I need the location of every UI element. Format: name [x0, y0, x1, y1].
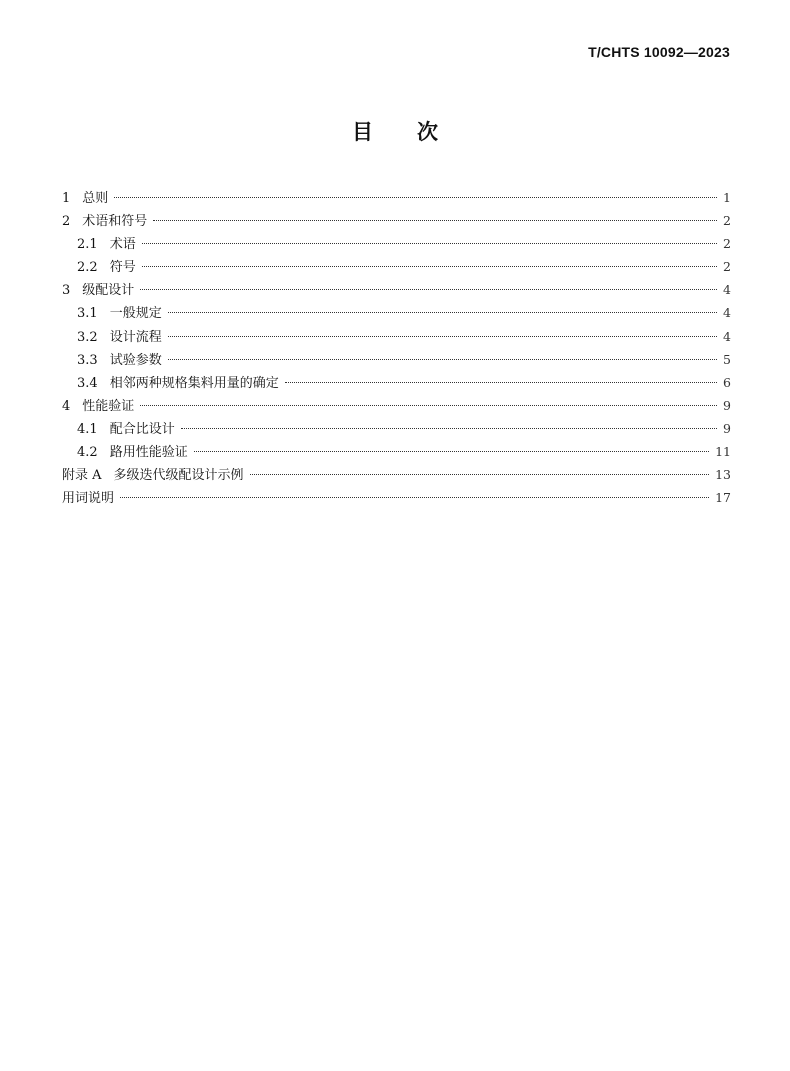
toc-entry-label: 符号 — [109, 260, 136, 276]
toc-entry-page: 4 — [723, 305, 731, 321]
dot-leader — [168, 312, 717, 313]
dot-leader — [250, 474, 710, 475]
toc-entry-label: 用词说明 — [62, 491, 115, 507]
toc-entry-page: 2 — [723, 236, 731, 252]
toc-entry-number: 3.1 — [77, 306, 98, 322]
toc-entry[interactable] — [62, 232, 731, 255]
toc-entry[interactable] — [62, 371, 731, 394]
dot-leader — [114, 197, 717, 198]
toc-entry[interactable] — [62, 325, 731, 348]
dot-leader — [142, 243, 717, 244]
toc-entry-page: 17 — [715, 490, 731, 506]
toc-entry-page: 4 — [723, 282, 731, 298]
toc-entry-page: 1 — [723, 190, 731, 205]
table-of-contents — [62, 186, 731, 509]
toc-entry-page: 4 — [723, 328, 731, 344]
toc-entry-label: 试验参数 — [109, 352, 162, 368]
dot-leader — [140, 405, 717, 406]
toc-entry[interactable] — [62, 417, 731, 440]
toc-entry-label: 术语和符号 — [82, 214, 148, 230]
toc-entry-label: 总则 — [82, 191, 109, 206]
toc-entry[interactable] — [62, 486, 731, 509]
toc-entry[interactable] — [62, 186, 731, 209]
toc-entry[interactable] — [62, 278, 731, 301]
toc-entry-page: 13 — [715, 467, 731, 483]
toc-entry-number: 4.1 — [77, 421, 98, 437]
toc-entry-label: 一般规定 — [109, 306, 162, 322]
dot-leader — [285, 382, 717, 383]
toc-entry-label: 级配设计 — [82, 283, 135, 299]
dot-leader — [140, 289, 717, 290]
toc-entry-label: 设计流程 — [109, 329, 162, 345]
toc-entry-page: 2 — [723, 259, 731, 275]
dot-leader — [142, 266, 717, 267]
toc-entry[interactable] — [62, 348, 731, 371]
toc-entry-number: 3.3 — [77, 352, 98, 368]
toc-entry[interactable] — [62, 394, 731, 417]
toc-entry-number: 2.2 — [77, 260, 98, 276]
dot-leader — [168, 359, 717, 360]
toc-entry[interactable] — [62, 209, 731, 232]
dot-leader — [120, 497, 709, 498]
toc-entry-number: 附录 A — [62, 468, 102, 484]
toc-entry[interactable] — [62, 463, 731, 486]
page-title: 目次 — [352, 120, 482, 144]
standard-code: T/CHTS 10092—2023 — [588, 44, 730, 60]
toc-entry-number: 4.2 — [77, 445, 98, 461]
toc-entry[interactable] — [62, 440, 731, 463]
toc-entry-label: 术语 — [109, 237, 136, 253]
toc-entry-number: 4 — [62, 398, 71, 414]
toc-entry-number: 2 — [62, 214, 71, 230]
toc-entry-number: 3.2 — [77, 329, 98, 345]
toc-entry-page: 11 — [715, 444, 731, 460]
toc-entry-number: 3.4 — [77, 375, 98, 391]
dot-leader — [181, 428, 717, 429]
toc-entry[interactable] — [62, 301, 731, 324]
toc-entry-label: 路用性能验证 — [109, 445, 188, 461]
toc-entry[interactable] — [62, 255, 731, 278]
toc-entry-page: 2 — [723, 213, 731, 229]
toc-entry-label: 相邻两种规格集料用量的确定 — [109, 375, 279, 391]
toc-entry-page: 5 — [723, 351, 731, 367]
dot-leader — [168, 336, 717, 337]
toc-entry-label: 多级迭代级配设计示例 — [113, 468, 244, 484]
toc-entry-page: 9 — [723, 420, 731, 436]
toc-entry-page: 6 — [723, 374, 731, 390]
toc-entry-number: 2.1 — [77, 237, 98, 253]
toc-entry-number: 1 — [62, 191, 71, 206]
toc-entry-label: 配合比设计 — [109, 421, 175, 437]
dot-leader — [194, 451, 709, 452]
toc-entry-number: 3 — [62, 283, 71, 299]
dot-leader — [153, 220, 717, 221]
toc-entry-page: 9 — [723, 397, 731, 413]
toc-entry-label: 性能验证 — [82, 398, 135, 414]
